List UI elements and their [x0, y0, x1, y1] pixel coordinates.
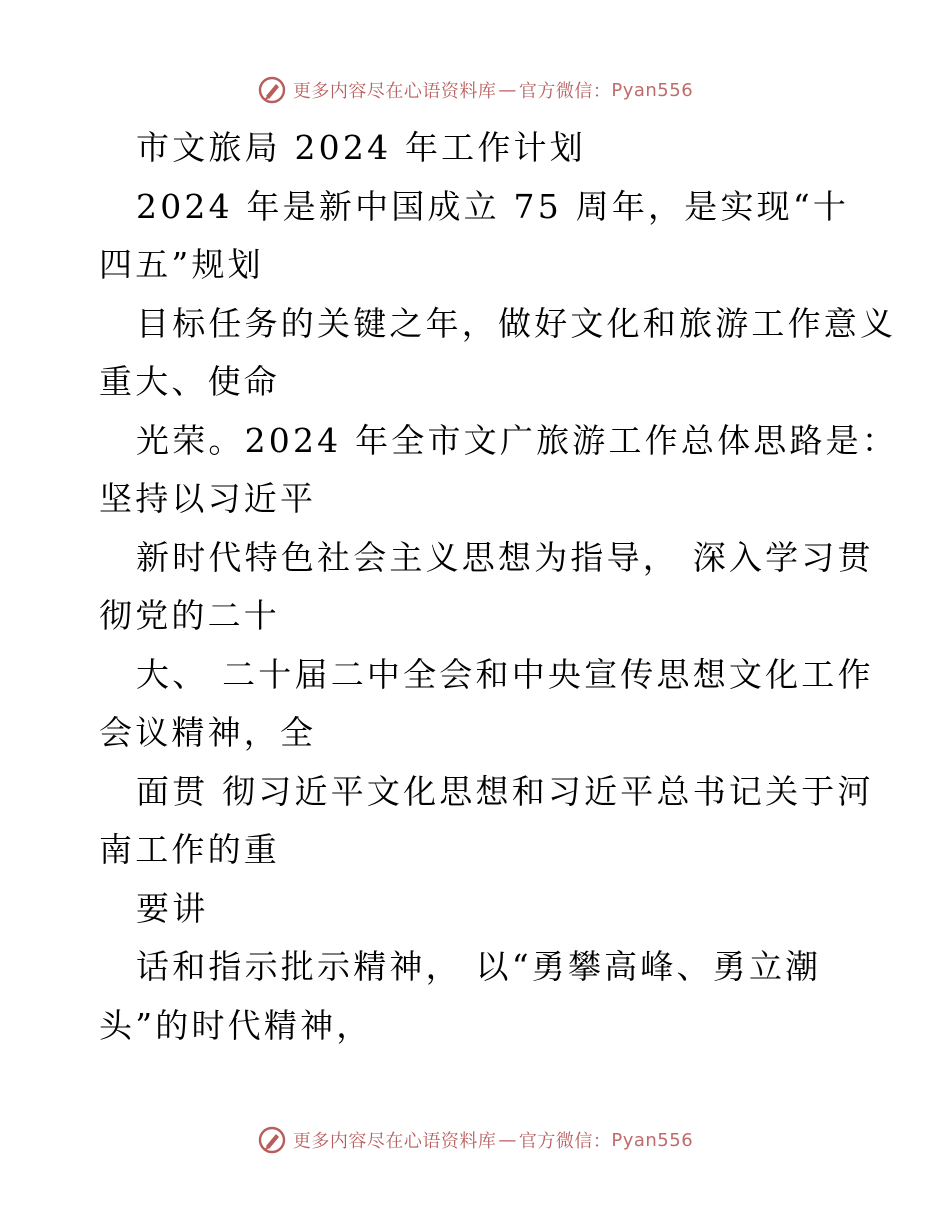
paragraph-line: 新时代特色社会主义思想为指导， 深入学习贯 [136, 538, 874, 577]
document-title: 市文旅局 2024 年工作计划 [136, 128, 586, 167]
watermark-handle: Pyan556 [611, 79, 694, 101]
paragraph-line: 南工作的重 [99, 830, 280, 869]
paragraph-line: 会议精神，全 [99, 713, 317, 752]
paragraph-line: 目标任务的关键之年，做好文化和旅游工作意义 [136, 304, 897, 343]
paragraph-line: 坚持以习近平 [99, 479, 317, 518]
watermark-footer [0, 1120, 950, 1160]
paragraph-line: 光荣。2024 年全市文广旅游工作总体思路是： [136, 421, 899, 460]
paragraph-line: 头”的时代精神， [99, 1006, 373, 1045]
paragraph-line: 大、 二十届二中全会和中央宣传思想文化工作 [136, 655, 874, 694]
watermark-text: 更多内容尽在心语资料库 [292, 1131, 497, 1152]
watermark-suffix: 官方微信： [518, 81, 612, 102]
pen-seal-icon [257, 75, 287, 105]
paragraph-line: 话和指示批示精神， 以“勇攀高峰、勇立潮 [136, 947, 822, 986]
pen-seal-icon [257, 1125, 287, 1155]
watermark-separator: — [498, 79, 517, 101]
watermark-handle: Pyan556 [611, 1129, 694, 1151]
watermark-suffix: 官方微信： [518, 1131, 612, 1152]
paragraph-line: 彻党的二十 [99, 596, 280, 635]
paragraph-line: 重大、使命 [99, 362, 280, 401]
paragraph-line: 面贯 彻习近平文化思想和习近平总书记关于河 [136, 772, 874, 811]
paragraph-line: 2024 年是新中国成立 75 周年，是实现“十 [136, 187, 850, 226]
paragraph-line: 要讲 [136, 889, 209, 928]
watermark-separator: — [498, 1129, 517, 1151]
watermark-header [0, 70, 950, 110]
paragraph-line: 四五”规划 [99, 245, 264, 284]
watermark-text: 更多内容尽在心语资料库 [292, 81, 497, 102]
